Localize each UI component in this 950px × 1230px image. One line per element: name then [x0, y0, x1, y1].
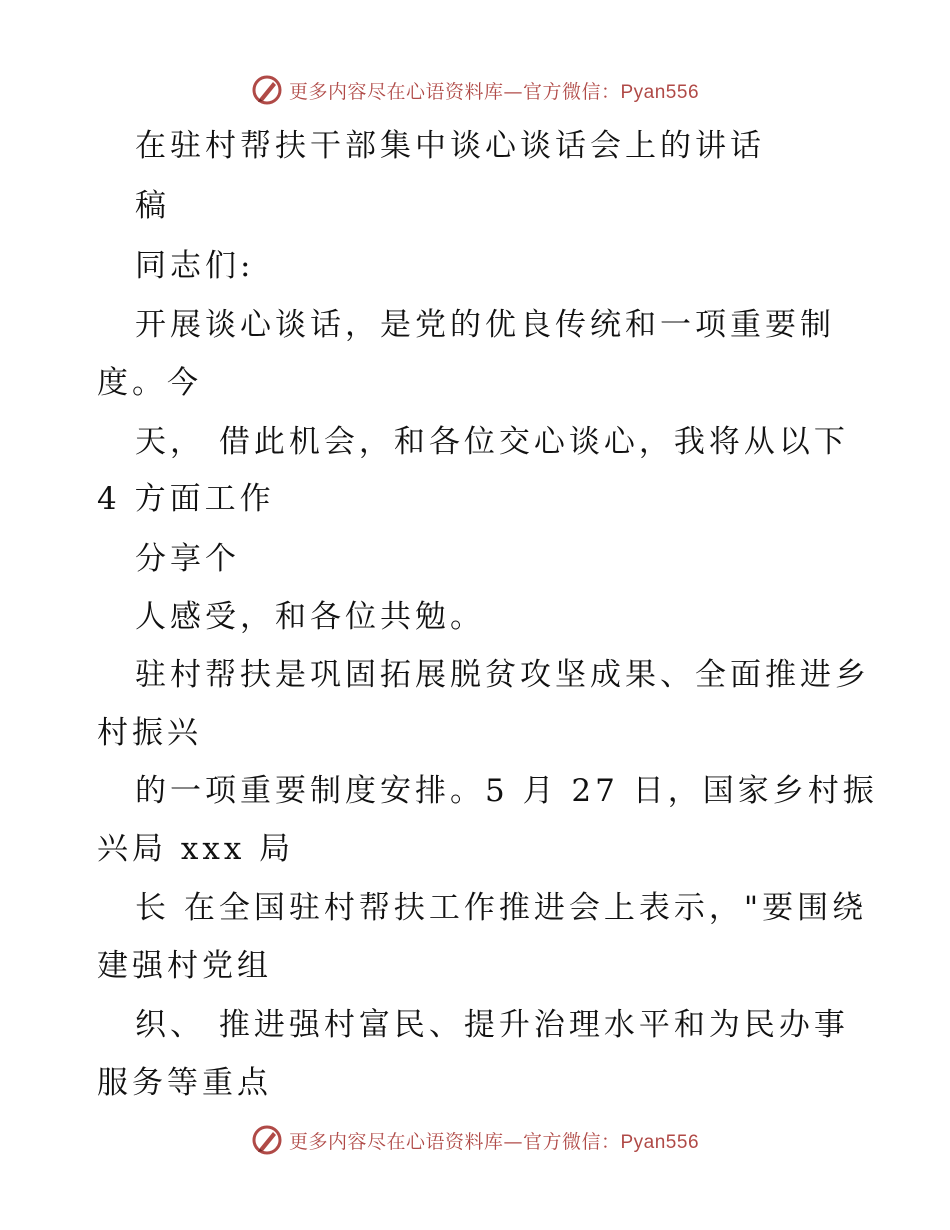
paragraph-line: 天， 借此机会，和各位交心谈心，我将从以下	[135, 424, 849, 460]
paragraph-line: 分享个	[135, 541, 240, 577]
banner-text	[289, 1127, 699, 1154]
paragraph-line: 服务等重点	[97, 1065, 272, 1101]
paragraph-line: 建强村党组	[97, 948, 272, 984]
pen-logo-icon	[251, 1124, 283, 1156]
paragraph-line: 的一项重要制度安排。5 月 27 日，国家乡村振	[135, 773, 878, 809]
banner-main: 更多内容尽在心语资料库	[288, 80, 504, 103]
banner-wechat-label: 官方微信：	[522, 1130, 621, 1153]
footer-banner	[0, 1120, 950, 1160]
paragraph-line: 人感受，和各位共勉。	[135, 599, 485, 635]
banner-wechat-label: 官方微信：	[522, 80, 621, 103]
paragraph-line: 度。今	[97, 365, 202, 401]
banner-main: 更多内容尽在心语资料库	[288, 1130, 504, 1153]
banner-dash: —	[503, 1130, 523, 1153]
banner-dash: —	[503, 80, 523, 103]
document-title-cont: 稿	[135, 188, 170, 224]
paragraph-line: 驻村帮扶是巩固拓展脱贫攻坚成果、全面推进乡	[135, 657, 870, 693]
header-banner	[0, 70, 950, 110]
paragraph-line: 4 方面工作	[97, 481, 275, 517]
paragraph-line: 村振兴	[97, 715, 202, 751]
pen-logo-icon	[251, 74, 283, 106]
document-title: 在驻村帮扶干部集中谈心谈话会上的讲话	[135, 128, 765, 164]
banner-wechat-id: Pyan556	[620, 1131, 700, 1153]
banner-text	[289, 77, 699, 104]
paragraph-line: 长 在全国驻村帮扶工作推进会上表示，"要围绕	[135, 890, 868, 926]
paragraph-line: 兴局 xxx 局	[97, 831, 295, 867]
banner-wechat-id: Pyan556	[620, 81, 700, 103]
salutation: 同志们:	[135, 248, 255, 284]
paragraph-line: 开展谈心谈话，是党的优良传统和一项重要制	[135, 307, 835, 343]
paragraph-line: 织、 推进强村富民、提升治理水平和为民办事	[135, 1007, 849, 1043]
